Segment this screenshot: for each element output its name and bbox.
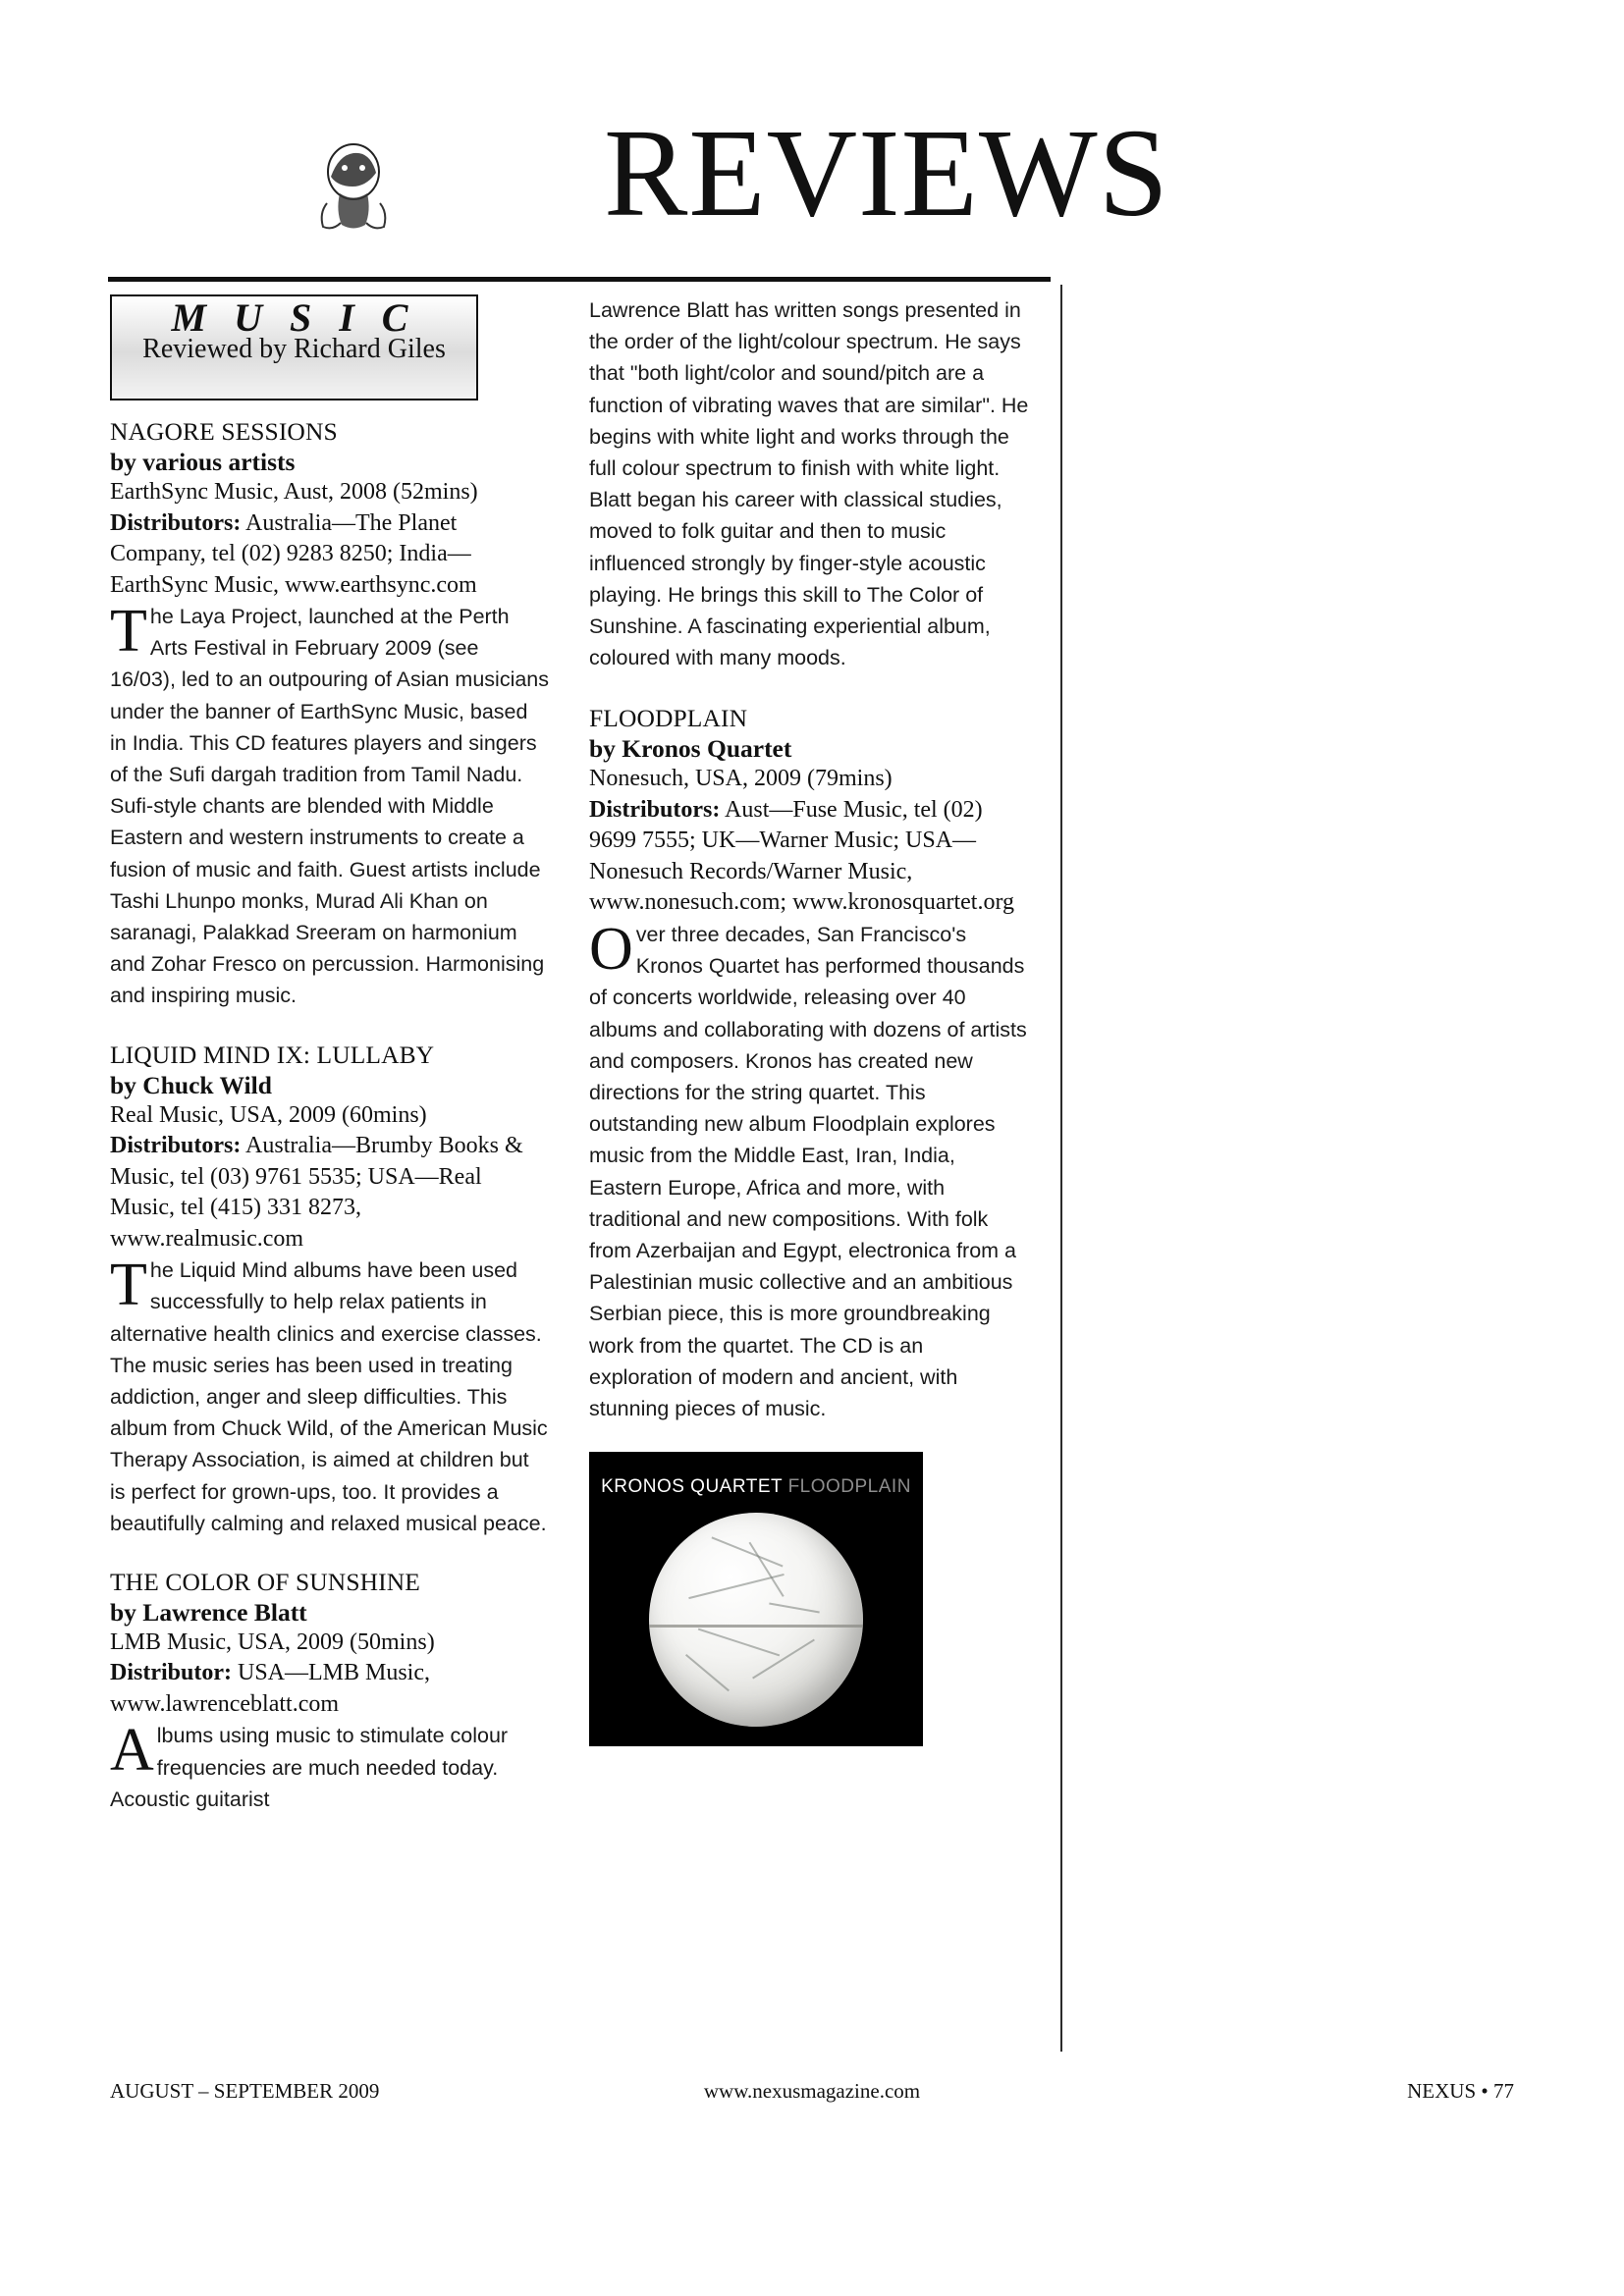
review-nagore-sessions	[110, 416, 550, 1012]
music-section-heading: M U S I C	[171, 295, 417, 340]
album-sphere-graphic	[649, 1513, 863, 1727]
review-title: NAGORE SESSIONS	[110, 417, 338, 446]
distributors-label: Distributors:	[110, 509, 242, 536]
review-title: FLOODPLAIN	[589, 704, 748, 733]
nexus-emblem-icon	[309, 133, 398, 236]
review-publisher: Real Music, USA, 2009 (60mins)	[110, 1101, 427, 1128]
review-distributors	[589, 795, 1029, 919]
review-body-text: he Liquid Mind albums have been used successfully to help relax patients in alternative health clinics and exercise classes. The music series has been used in treating addiction, anger and sleep difficulties. This album from Chuck Wild, of the American Music Therapy Association, is aimed at children but is perfect for grown-ups, too. It provides a beautifully calming and relaxed musical peace.	[110, 1258, 548, 1535]
review-dropcap: A	[110, 1717, 154, 1785]
column-divider	[1060, 285, 1062, 2052]
distributors-value: Australia—Brumby Books & Music, tel (03) 9761 5535; USA—Real Music, tel (415) 331 8273, www.realmusic.com	[110, 1133, 523, 1252]
masthead	[108, 103, 1169, 275]
review-publisher: EarthSync Music, Aust, 2008 (52mins)	[110, 479, 478, 505]
footer-website: www.nexusmagazine.com	[703, 2079, 921, 2103]
review-dropcap: O	[589, 915, 633, 983]
review-distributors	[110, 508, 550, 602]
review-publisher: LMB Music, USA, 2009 (50mins)	[110, 1629, 435, 1655]
review-publisher: Nonesuch, USA, 2009 (79mins)	[589, 766, 893, 792]
review-artist: by various artists	[110, 448, 296, 476]
review-body-text: ver three decades, San Francisco's Kronos Quartet has performed thousands of concerts worldwide, releasing over 40 albums and collaborating with dozens of artists and composers. Kronos has created new directions for the string quartet. This outstanding new album Floodplain explores music from the Middle East, Iran, India, Eastern Europe, Africa and more, with traditional and new compositions. With folk from Azerbaijan and Egypt, electronica from a Palestinian music collective and an ambitious Serbian piece, this is more groundbreaking work from the quartet. The CD is an exploration of modern and ancient, with stunning pieces of music.	[589, 922, 1027, 1420]
review-artist: by Chuck Wild	[110, 1070, 272, 1099]
album-cover-image	[589, 1452, 923, 1746]
review-floodplain	[589, 703, 1029, 1424]
distributors-value: Australia—The Planet Company, tel (02) 9283 8250; India—EarthSync Music, www.earthsync.com	[110, 509, 477, 598]
review-body	[110, 1717, 550, 1815]
review-body-text: lbums using music to stimulate colour frequencies are much needed today. Acoustic guitarist	[110, 1724, 509, 1811]
review-artist: by Kronos Quartet	[589, 734, 792, 764]
music-section-header	[110, 294, 478, 400]
header-rule	[108, 277, 1051, 282]
page-footer	[110, 2079, 1514, 2109]
review-body-text: he Laya Project, launched at the Perth Arts Festival in February 2009 (see 16/03), led to an outpouring of Asian musicians under the banner of EarthSync Music, based in India. This CD features players and singers of the Sufi dargah tradition from Tamil Nadu. Sufi-style chants are blended with Middle Eastern and western instruments to create a fusion of music and faith. Guest artists include Tashi Lhunpo monks, Murad Ali Khan on saranagi, Palakkad Sreeram on harmonium and Zohar Fresco on percussion. Harmonising and inspiring music.	[110, 605, 550, 1008]
album-title-text: FLOODPLAIN	[787, 1476, 911, 1498]
review-title: THE COLOR OF SUNSHINE	[110, 1567, 420, 1596]
page-title: REVIEWS	[604, 103, 1169, 242]
review-body	[589, 915, 1029, 1424]
distributors-value: USA—LMB Music, www.lawrenceblatt.com	[110, 1660, 431, 1717]
distributors-label: Distributors:	[110, 1133, 242, 1159]
distributors-label: Distributors:	[589, 796, 721, 823]
review-distributors	[110, 1658, 550, 1720]
review-dropcap: T	[110, 1252, 147, 1319]
footer-page-number: NEXUS • 77	[1407, 2079, 1514, 2103]
footer-issue-date: AUGUST – SEPTEMBER 2009	[110, 2079, 380, 2103]
review-the-color-of-sunshine	[110, 1567, 550, 1815]
review-distributors	[110, 1131, 550, 1255]
review-body	[110, 1252, 550, 1539]
review-body	[110, 598, 550, 1012]
album-cover-figure	[589, 1452, 923, 1746]
distributors-value: Aust—Fuse Music, tel (02) 9699 7555; UK—Warner Music; USA—Nonesuch Records/Warner Music, www.nonesuch.com; www.kronosquartet.org	[589, 796, 1015, 916]
album-artist-text: KRONOS QUARTET	[601, 1476, 788, 1498]
column-right	[589, 294, 1029, 1746]
music-section-reviewer: Reviewed by Richard Giles	[142, 334, 446, 365]
review-dropcap: T	[110, 598, 147, 665]
review-liquid-mind-ix	[110, 1040, 550, 1539]
album-cover-caption	[589, 1471, 923, 1503]
review-artist: by Lawrence Blatt	[110, 1597, 307, 1627]
review-title: LIQUID MIND IX: LULLABY	[110, 1040, 435, 1069]
column-left	[110, 294, 550, 1842]
distributors-label: Distributor:	[110, 1660, 232, 1686]
review-body-continued: Lawrence Blatt has written songs presented in the order of the light/colour spectrum. He says that "both light/color and sound/pitch are a function of vibrating waves that are similar". He begins with white light and works through the full colour spectrum to finish with white light. Blatt began his career with classical studies, moved to folk guitar and then to music influenced strongly by finger-style acoustic playing. He brings this skill to The Color of Sunshine. A fascinating experiential album, coloured with many moods.	[589, 298, 1029, 670]
